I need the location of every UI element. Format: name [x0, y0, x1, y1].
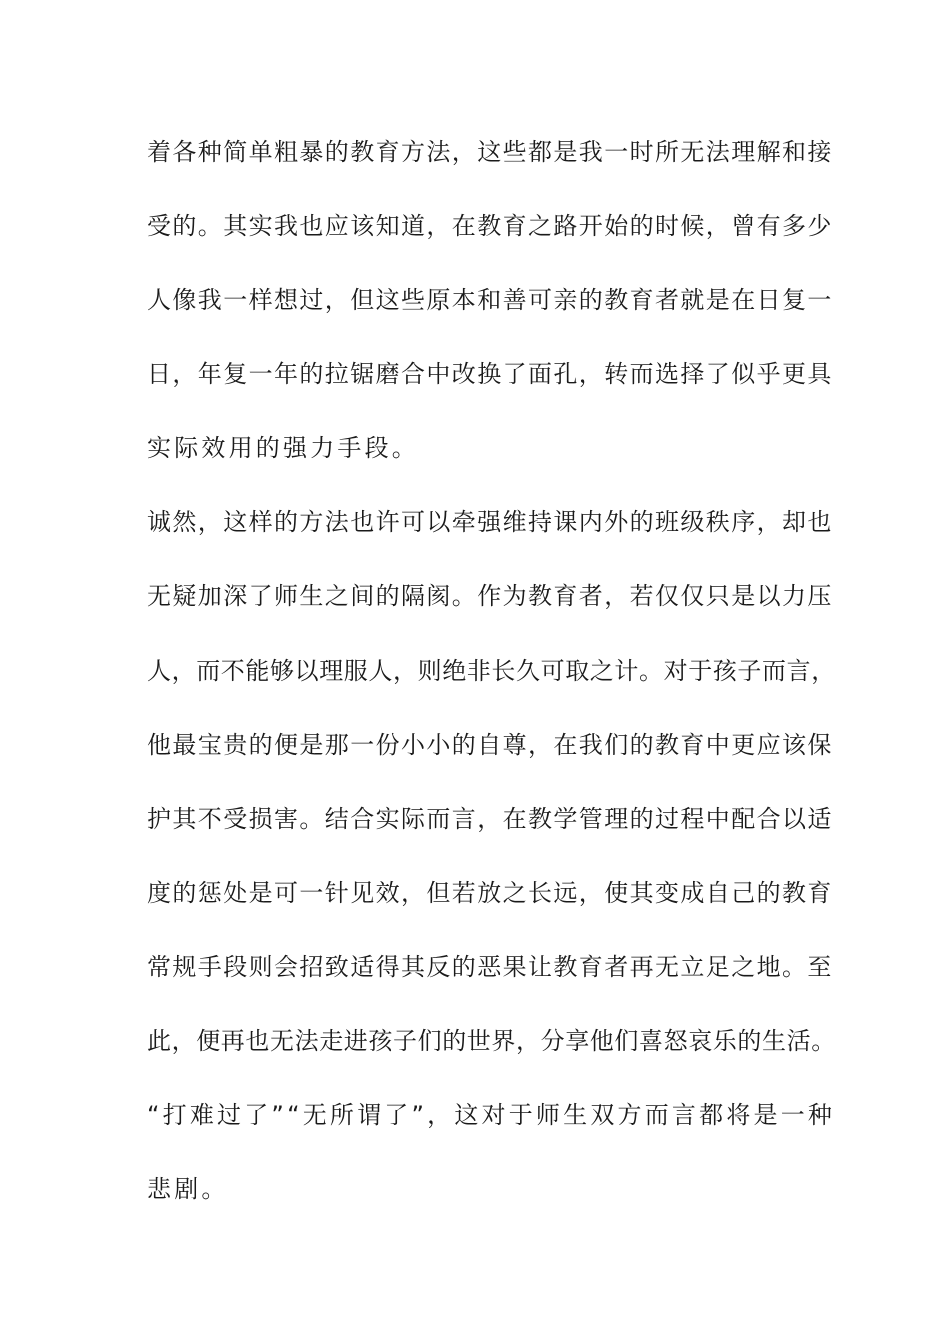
paragraph-line: “打难过了”“无所谓了”，这对于师生双方而言都将是一种 — [147, 1101, 836, 1129]
paragraph-line: 人像我一样想过，但这些原本和善可亲的教育者就是在日复一 — [147, 286, 833, 314]
paragraph-line: 实际效用的强力手段。 — [147, 434, 419, 462]
paragraph-line: 悲剧。 — [147, 1175, 229, 1203]
paragraph-line: 受的。其实我也应该知道，在教育之路开始的时候，曾有多少 — [147, 212, 833, 240]
paragraph-line: 他最宝贵的便是那一份小小的自尊，在我们的教育中更应该保 — [147, 731, 833, 759]
paragraph-line: 日，年复一年的拉锯磨合中改换了面孔，转而选择了似乎更具 — [147, 360, 833, 388]
paragraph-line: 度的惩处是可一针见效，但若放之长远，使其变成自己的教育 — [147, 879, 833, 907]
paragraph-line: 人，而不能够以理服人，则绝非长久可取之计。对于孩子而言， — [147, 657, 836, 685]
paragraph-line: 着各种简单粗暴的教育方法，这些都是我一时所无法理解和接 — [147, 138, 833, 166]
paragraph-line: 护其不受损害。结合实际而言，在教学管理的过程中配合以适 — [147, 805, 833, 833]
paragraph-line: 此，便再也无法走进孩子们的世界，分享他们喜怒哀乐的生活。 — [147, 1027, 836, 1055]
paragraph-line: 无疑加深了师生之间的隔阂。作为教育者，若仅仅只是以力压 — [147, 582, 833, 610]
paragraph-line: 常规手段则会招致适得其反的恶果让教育者再无立足之地。至 — [147, 953, 833, 981]
paragraph-line: 诚然，这样的方法也许可以牵强维持课内外的班级秩序，却也 — [147, 508, 833, 536]
